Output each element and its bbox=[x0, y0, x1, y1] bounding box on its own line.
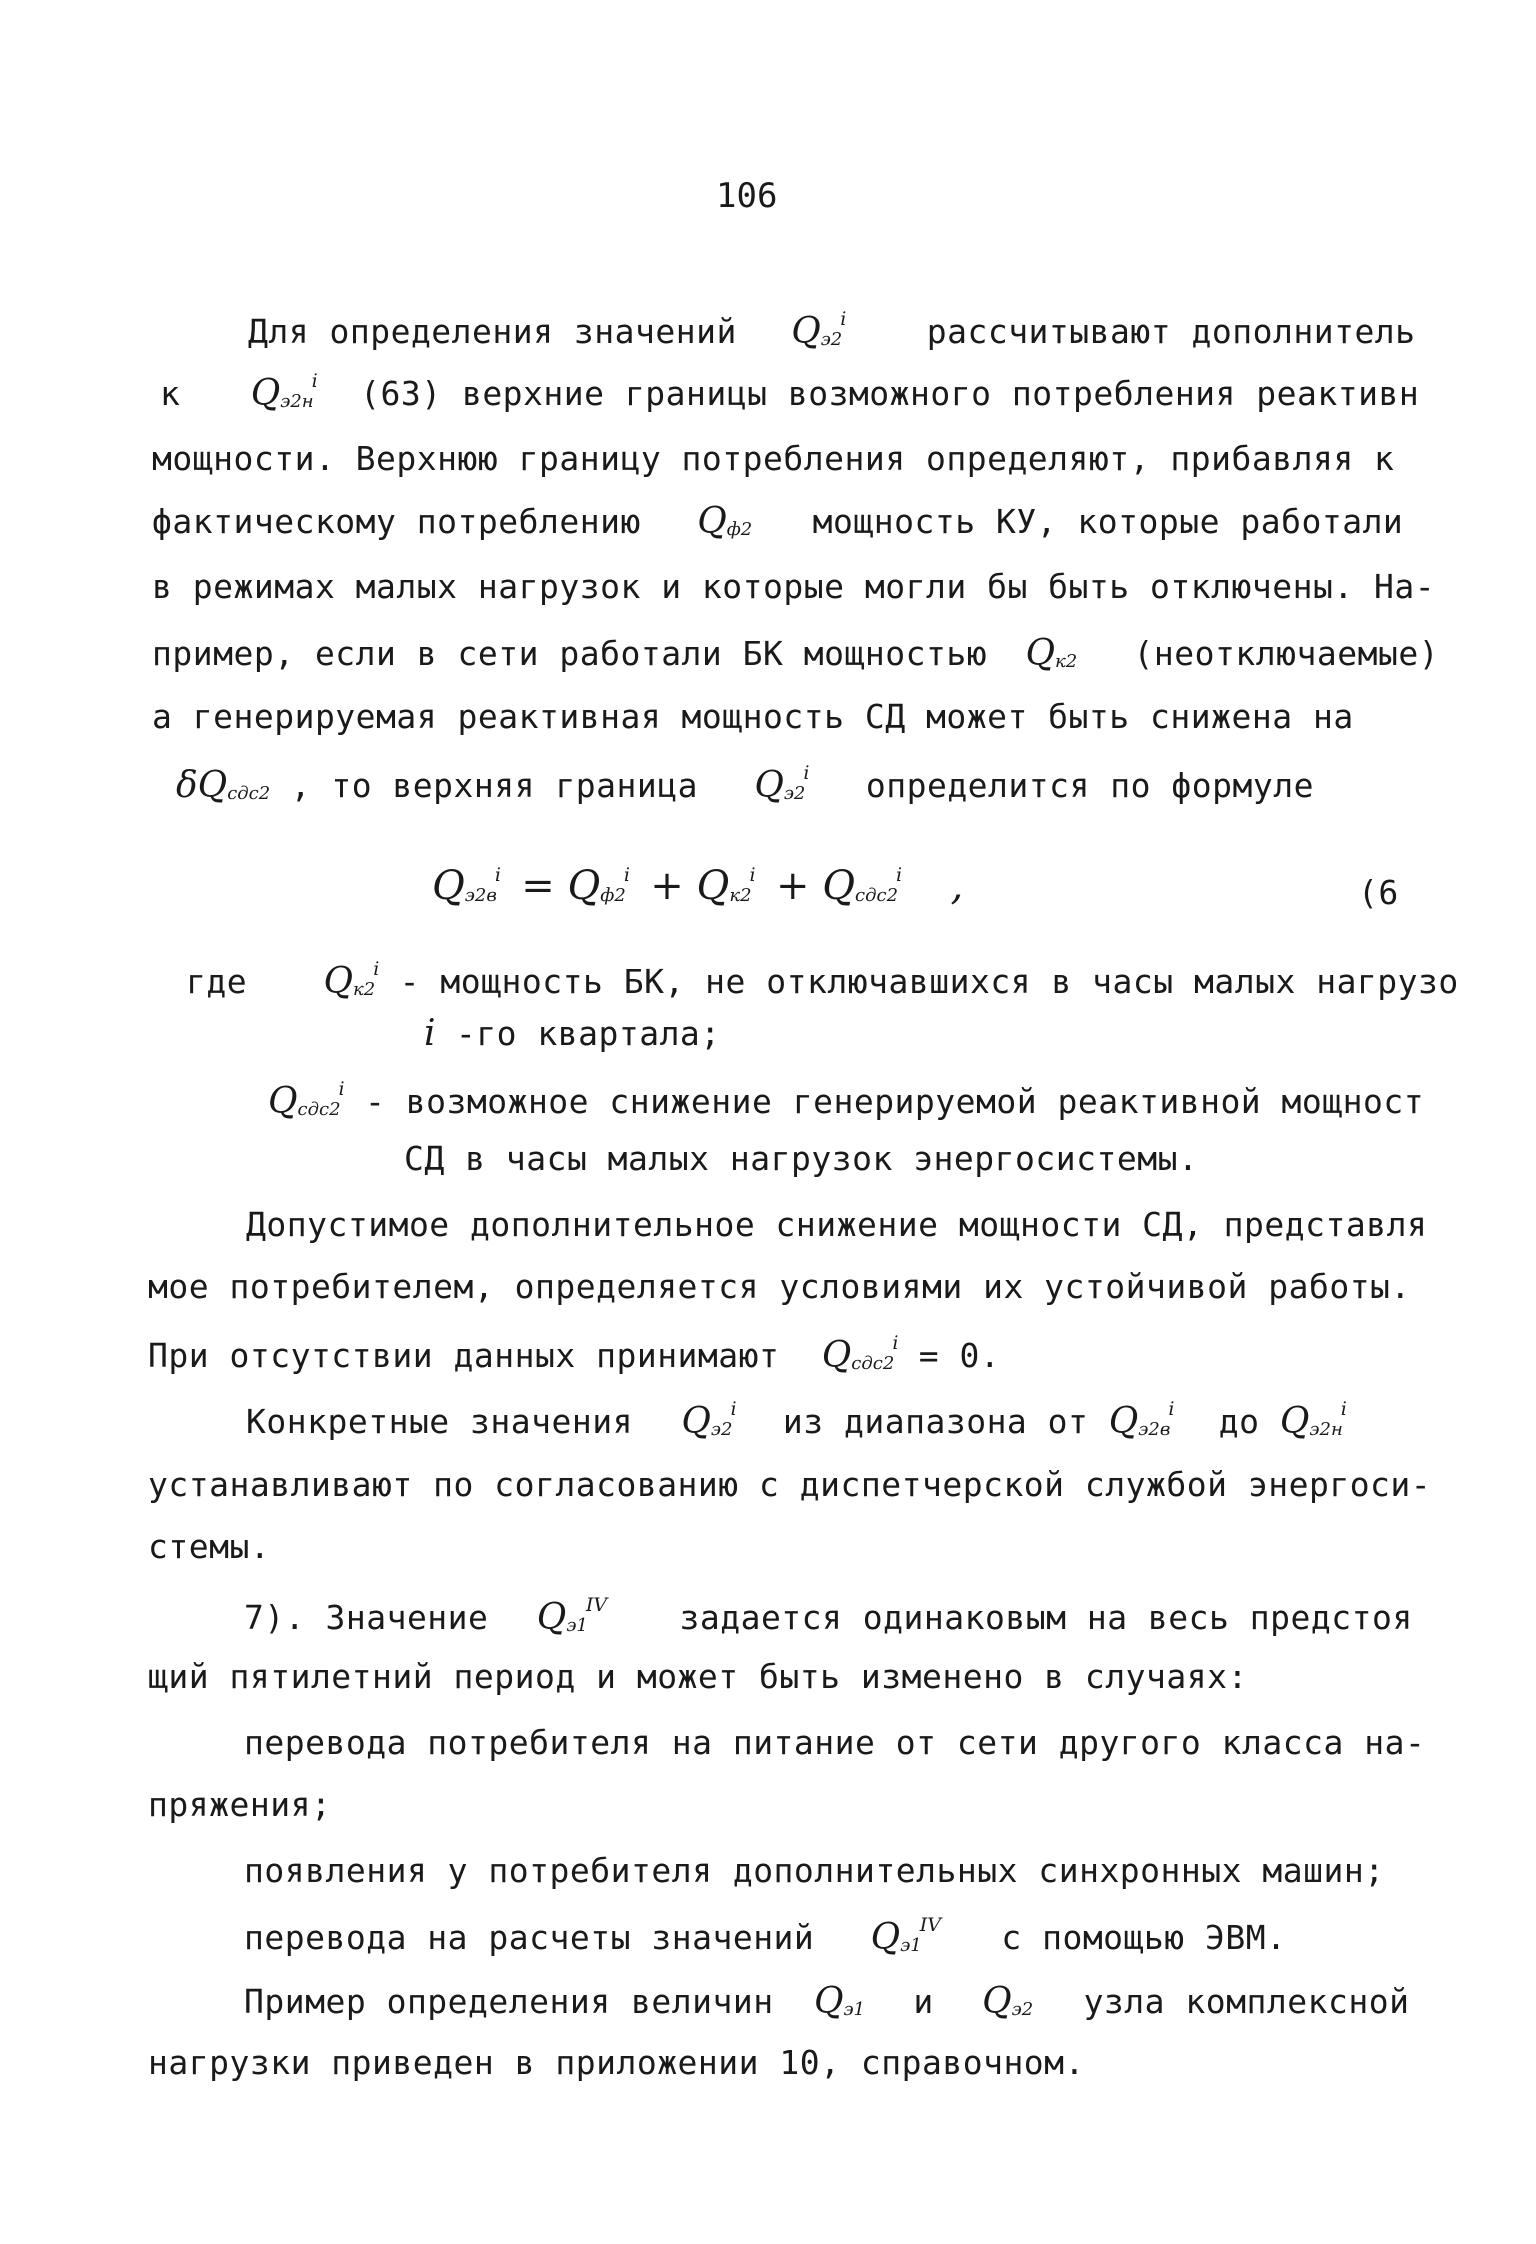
text-line: СД в часы малых нагрузок энергосистемы. bbox=[404, 1139, 1199, 1178]
text-line: i -го квартала; bbox=[424, 1013, 721, 1054]
formula-Qe2: $Q_{э2}^i$ bbox=[791, 308, 847, 352]
text-line: Для определения значений $Q_{э2}^i$ рассчитывают дополнитель bbox=[248, 308, 1416, 352]
text-line: При отсутствии данных принимают $Q_{сдс2}^i = 0$. bbox=[148, 1332, 1001, 1376]
text-line: Допустимое дополнительное снижение мощности СД, представля bbox=[246, 1205, 1428, 1244]
text-line: перевода потребителя на питание от сети другого класса на- bbox=[244, 1723, 1426, 1762]
equation: $Q_{э2в}^i = Q_{ф2}^i + Q_{к2}^i + Q_{сдс2}^i$ , bbox=[432, 863, 964, 909]
text-line: мое потребителем, определяется условиями их устойчивой работы. bbox=[148, 1267, 1411, 1306]
text-line: пример, если в сети работали БК мощностью $Q_{к2}$ (неотключаемые) bbox=[152, 633, 1440, 674]
formula-Qe1: $Q_{э1}$ bbox=[813, 1981, 865, 2022]
formula-Qe1: $Q_{э1}^{IV}$ bbox=[536, 1594, 608, 1638]
text-line: фактическому потреблению $Q_{ф2}$ мощность КУ, которые работали bbox=[152, 501, 1404, 542]
text-line: стемы. bbox=[148, 1527, 271, 1566]
text-line: Конкретные значения $Q_{э2}^i$ из диапазона от $Q_{э2в}^i$ до $Q_{э2н}^i$ bbox=[246, 1398, 1347, 1442]
formula-Qk2: $Q_{к2}^i$ bbox=[323, 958, 380, 1002]
formula-Qcd2: $Q_{сдс2}^i$ bbox=[821, 1332, 899, 1376]
equation-number: (6 bbox=[1358, 873, 1399, 912]
text-line: где $Q_{к2}^i$ - мощность БК, не отключавшихся в часы малых нагрузо bbox=[186, 958, 1459, 1002]
formula-Qe1: $Q_{э1}^{IV}$ bbox=[870, 1914, 941, 1958]
formula-Qe2v: $Q_{э2в}^i$ bbox=[1108, 1398, 1175, 1442]
formula-Qe2n: $Q_{э2н}^i$ bbox=[250, 370, 318, 414]
formula-dQcd2: $\delta Q_{сдс2}$ bbox=[176, 765, 271, 806]
text-line: а генерируемая реактивная мощность СД может быть снижена на bbox=[152, 697, 1354, 736]
formula-Qe2: $Q_{э2}$ bbox=[982, 1981, 1034, 2022]
text-line: $Q_{сдс2}^i$ - возможное снижение генерируемой реактивной мощност bbox=[268, 1078, 1425, 1122]
formula-Qe2: $Q_{э2}^i$ bbox=[681, 1398, 737, 1442]
formula-Qk2: $Q_{к2}$ bbox=[1025, 633, 1078, 674]
text-line: Пример определения величин $Q_{э1}$ и $Q_{э2}$ узла комплексной bbox=[244, 1981, 1410, 2022]
text-line: нагрузки приведен в приложении 10, справочном. bbox=[148, 2043, 1085, 2082]
formula-Qf2: $Q_{ф2}$ bbox=[697, 501, 753, 542]
text-line: перевода на расчеты значений $Q_{э1}^{IV}$ с помощью ЭВМ. bbox=[244, 1914, 1287, 1958]
text-line: щий пятилетний период и может быть изменено в случаях: bbox=[148, 1657, 1248, 1696]
text-line: мощности. Верхнюю границу потребления определяют, прибавляя к bbox=[152, 439, 1395, 478]
text-line: к $Q_{э2н}^i$ (63) верхние границы возможного потребления реактивн bbox=[160, 370, 1420, 414]
formula-Qe2n: $Q_{э2н}^i$ bbox=[1279, 1398, 1347, 1442]
text-line: пряжения; bbox=[148, 1785, 332, 1824]
formula-Qe2: $Q_{э2}^i$ bbox=[754, 762, 810, 806]
text-line: устанавливают по согласованию с диспетчерской службой энергоси- bbox=[148, 1465, 1432, 1504]
text-line: 7). Значение $Q_{э1}^{IV}$ задается одинаковым на весь предстоя bbox=[244, 1594, 1413, 1638]
text-line: в режимах малых нагрузок и которые могли бы быть отключены. На- bbox=[152, 567, 1436, 606]
page-number: 106 bbox=[716, 176, 778, 216]
text-line: $\delta Q_{сдс2}$ , то верхняя граница $Q_{э2}^i$ определится по формуле bbox=[176, 762, 1314, 806]
formula-Qcd2: $Q_{сдс2}^i$ bbox=[268, 1078, 345, 1122]
text-line: появления у потребителя дополнительных синхронных машин; bbox=[244, 1851, 1385, 1890]
